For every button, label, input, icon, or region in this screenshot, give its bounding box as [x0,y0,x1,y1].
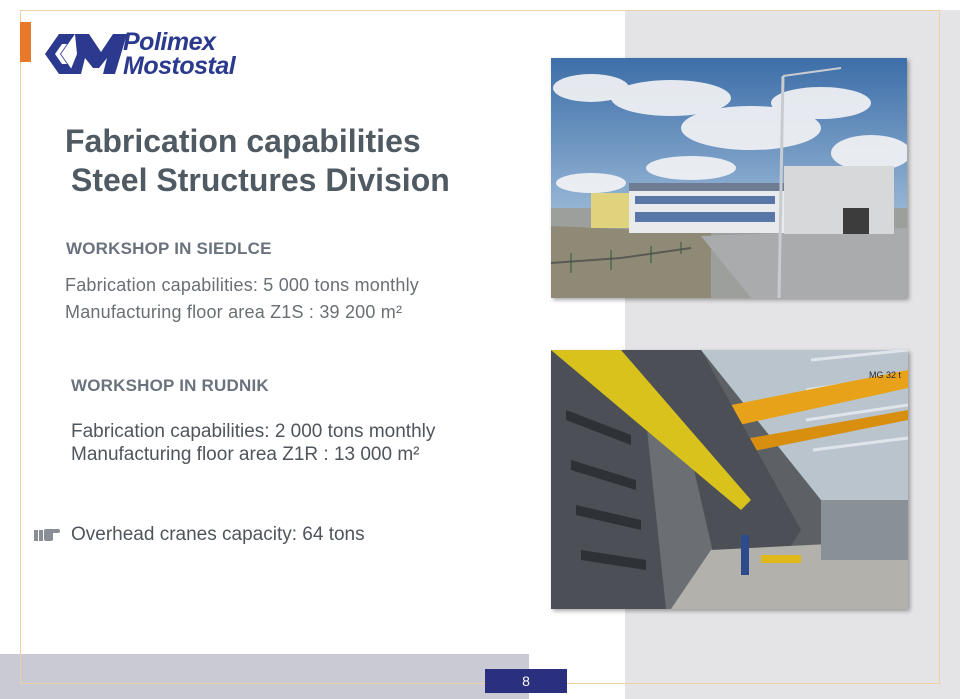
siedlce-capacity: Fabrication capabilities: 5 000 tons monthly [65,275,419,295]
logo-line-1: Polimex [123,28,216,56]
rudnik-area: Manufacturing floor area Z1R : 13 000 m² [71,444,420,465]
logo-line-2: Mostostal [123,52,236,80]
title-line-1: Fabrication capabilities [65,123,421,159]
page-number: 8 [485,669,567,693]
rudnik-heading: WORKSHOP IN RUDNIK [71,376,269,395]
siedlce-heading: WORKSHOP IN SIEDLCE [66,239,272,258]
cranes-capacity: Overhead cranes capacity: 64 tons [71,524,365,545]
siedlce-workshop-photo [551,58,907,298]
accent-bar [20,22,31,62]
siedlce-area: Manufacturing floor area Z1S : 39 200 m² [65,302,403,322]
title-line-2: Steel Structures Division [71,162,450,198]
crane-label: MG 32 t [869,370,902,380]
rudnik-capacity: Fabrication capabilities: 2 000 tons monthly [71,421,436,442]
rudnik-workshop-photo [551,350,908,609]
pointing-hand-icon [34,528,60,542]
logo-wordmark [123,30,235,78]
page-title [65,122,450,200]
